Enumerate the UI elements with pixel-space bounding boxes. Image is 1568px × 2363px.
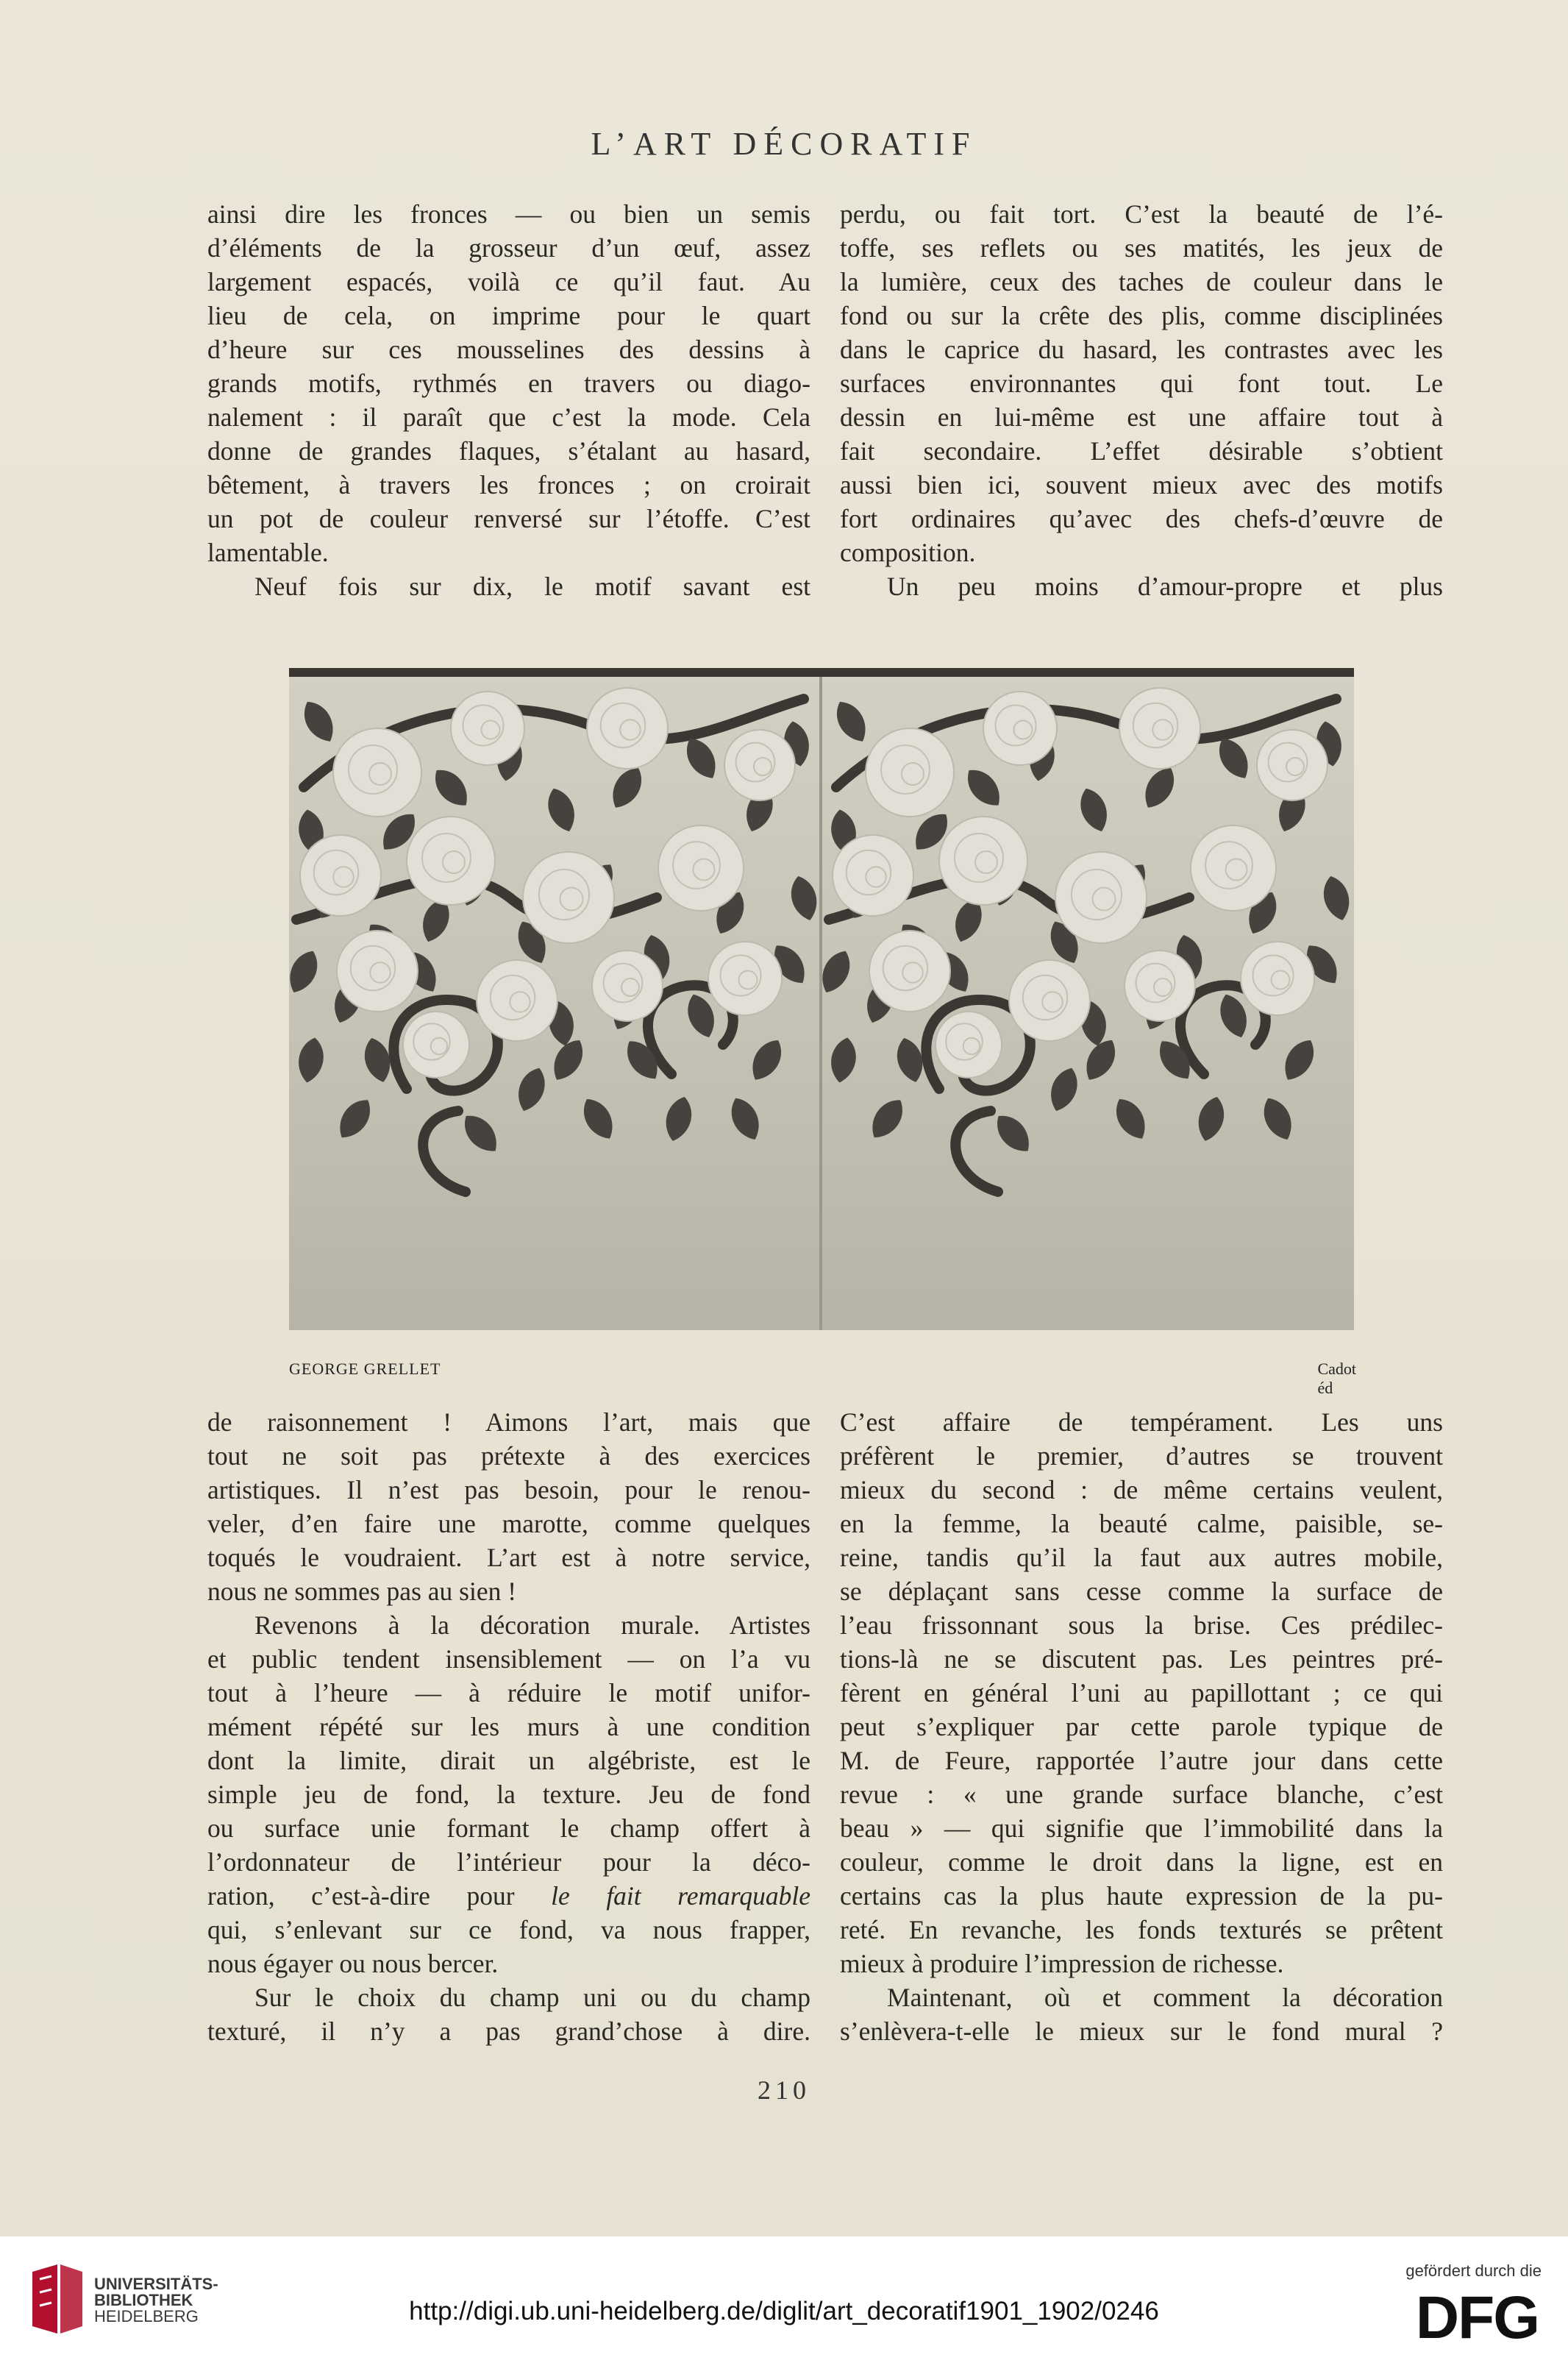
text-line: qui, s’enlevant sur ce fond, va nous frapper, [207, 1915, 810, 1944]
text-line: composition. [840, 538, 976, 567]
digitization-footer [0, 2236, 1568, 2363]
funding-note: gefördert durch die [1405, 2261, 1542, 2280]
column-bottom-right [840, 1405, 1443, 2048]
text-line: fèrent en général l’uni au papillottant ; ce qui [840, 1678, 1443, 1708]
text-line: revue : « une grande surface blanche, c’est [840, 1780, 1443, 1809]
text-line: beau » — qui signifie que l’immobilité dans la [840, 1813, 1443, 1843]
running-head: L’ART DÉCORATIF [591, 126, 977, 162]
permalink-url[interactable]: http://digi.ub.uni-heidelberg.de/diglit/art_decoratif1901_1902/0246 [409, 2297, 1159, 2325]
text-line: dessin en lui-même est une affaire tout à [840, 402, 1443, 432]
text-line: lamentable. [207, 538, 329, 567]
column-top-left [207, 197, 810, 603]
text-line: l’ordonnateur de l’intérieur pour la déco- [207, 1847, 810, 1877]
text-line: l’eau frissonnant sous la brise. Ces prédilec- [840, 1610, 1443, 1640]
text-line: la lumière, ceux des taches de couleur dans le [840, 267, 1443, 296]
text-line: lieu de cela, on imprime pour le quart [207, 301, 810, 330]
text-line: certains cas la plus haute expression de la pu- [840, 1881, 1443, 1911]
text-line: de raisonnement ! Aimons l’art, mais que [207, 1407, 810, 1437]
column-top-right [840, 197, 1443, 603]
plate-caption-artist: GEORGE GRELLET [289, 1360, 441, 1378]
plate-caption-publisher: Cadot éd [1317, 1360, 1356, 1397]
text-line: Neuf fois sur dix, le motif savant est [254, 572, 810, 601]
text-line: toffe, ses reflets ou ses matités, les jeux de [840, 233, 1443, 263]
text-line: en la femme, la beauté calme, paisible, se- [840, 1509, 1443, 1538]
text-line: et public tendent insensiblement — on l’a vu [207, 1644, 810, 1674]
text-line: mieux du second : de même certains veulent, [840, 1475, 1443, 1504]
text-line: fort ordinaires qu’avec des chefs-d’œuvre de [840, 504, 1443, 533]
text-line: toqués le voudraient. L’art est à notre service, [207, 1543, 810, 1572]
text-line: aussi bien ici, souvent mieux avec des motifs [840, 470, 1443, 500]
text-line: tions-là ne se discutent pas. Les peintres pré- [840, 1644, 1443, 1674]
text-line: d’éléments de la grosseur d’un œuf, assez [207, 233, 810, 263]
text-line: bêtement, à travers les fronces ; on croirait [207, 470, 810, 500]
text-line: artistiques. Il n’est pas besoin, pour le renou- [207, 1475, 810, 1504]
page-number: 210 [758, 2075, 810, 2105]
text-line: nous égayer ou nous bercer. [207, 1949, 499, 1978]
text-line: dans le caprice du hasard, les contrastes avec les [840, 335, 1443, 364]
text-line: largement espacés, voilà ce qu’il faut. Au [207, 267, 810, 296]
text-line: surfaces environnantes qui font tout. Le [840, 369, 1443, 398]
text-line: Un peu moins d’amour-propre et plus [887, 572, 1443, 601]
text-line: ainsi dire les fronces — ou bien un semis [207, 199, 810, 229]
text-line: reine, tandis qu’il la faut aux autres mobile, [840, 1543, 1443, 1572]
dfg-logo: DFG [1415, 2284, 1539, 2351]
column-bottom-left [207, 1405, 810, 2048]
text-line: mieux à produire l’impression de richesse. [840, 1949, 1284, 1978]
text-line: ration, c’est-à-dire pour le fait remarquable [207, 1881, 810, 1911]
plate-panel-divider [819, 677, 822, 1330]
text-line: mément répété sur les murs à une condition [207, 1712, 810, 1741]
text-line: grands motifs, rythmés en travers ou diago- [207, 369, 810, 398]
text-line: Revenons à la décoration murale. Artistes [254, 1610, 810, 1640]
text-line: couleur, comme le droit dans la ligne, est en [840, 1847, 1443, 1877]
text-line: peut s’expliquer par cette parole typique de [840, 1712, 1443, 1741]
wallpaper-plate-illustration [289, 668, 1354, 1330]
text-line: Sur le choix du champ uni ou du champ [254, 1983, 810, 2012]
text-line: simple jeu de fond, la texture. Jeu de fond [207, 1780, 810, 1809]
text-line: M. de Feure, rapportée l’autre jour dans cette [840, 1746, 1443, 1775]
text-line: dont la limite, dirait un algébriste, est le [207, 1746, 810, 1775]
text-line: se déplaçant sans cesse comme la surface de [840, 1577, 1443, 1606]
text-line: ou surface unie formant le champ offert à [207, 1813, 810, 1843]
text-line: reté. En revanche, les fonds texturés se prêtent [840, 1915, 1443, 1944]
text-line: veler, d’en faire une marotte, comme quelques [207, 1509, 810, 1538]
text-line: texturé, il n’y a pas grand’chose à dire. [207, 2016, 810, 2046]
text-line: fait secondaire. L’effet désirable s’obtient [840, 436, 1443, 466]
text-line: fond ou sur la crête des plis, comme disciplinées [840, 301, 1443, 330]
text-line: préfèrent le premier, d’autres se trouvent [840, 1441, 1443, 1471]
library-name-line-3: HEIDELBERG [94, 2307, 199, 2325]
text-line: Maintenant, où et comment la décoration [887, 1983, 1443, 2012]
text-line: nalement : il paraît que c’est la mode. Cela [207, 402, 810, 432]
text-line: d’heure sur ces mousselines des dessins à [207, 335, 810, 364]
text-line: perdu, ou fait tort. C’est la beauté de l’é- [840, 199, 1443, 229]
text-line: un pot de couleur renversé sur l’étoffe. C’est [207, 504, 810, 533]
text-line: tout à l’heure — à réduire le motif unifor- [207, 1678, 810, 1708]
text-line: donne de grandes flaques, s’étalant au hasard, [207, 436, 810, 466]
text-line: s’enlèvera-t-elle le mieux sur le fond mural ? [840, 2016, 1443, 2046]
text-line: tout ne soit pas prétexte à des exercices [207, 1441, 810, 1471]
library-name-line-1: UNIVERSITÄTS- [94, 2275, 218, 2293]
library-name-line-2: BIBLIOTHEK [94, 2291, 193, 2309]
text-line: C’est affaire de tempérament. Les uns [840, 1407, 1443, 1437]
text-line: nous ne sommes pas au sien ! [207, 1577, 517, 1606]
